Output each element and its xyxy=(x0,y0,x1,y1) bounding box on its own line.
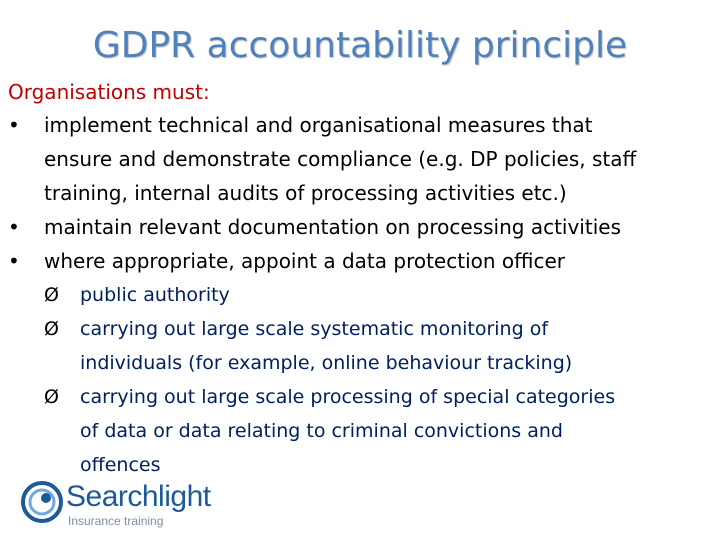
bullet-line: ensure and demonstrate compliance (e.g. DP policies, staff xyxy=(44,147,637,171)
sub-item-line: offences xyxy=(80,454,161,476)
bullet-line: implement technical and organisational measures that xyxy=(44,113,593,137)
bullet-icon: • xyxy=(8,249,20,273)
sub-list xyxy=(44,278,714,482)
bullet-item xyxy=(8,244,714,482)
sub-item-line: public authority xyxy=(80,284,230,306)
bullet-item xyxy=(8,210,714,244)
sub-item-line: individuals (for example, online behaviour tracking) xyxy=(80,352,573,374)
bullet-item xyxy=(8,108,714,210)
searchlight-logo-icon xyxy=(20,480,64,524)
bullet-line: maintain relevant documentation on processing activities xyxy=(44,215,621,239)
sub-item xyxy=(44,312,714,380)
searchlight-logo xyxy=(20,478,230,534)
sub-item-line: of data or data relating to criminal convictions and xyxy=(80,420,563,442)
intro-text: Organisations must: xyxy=(8,80,210,104)
arrow-bullet-icon: Ø xyxy=(44,386,59,408)
slide-title: GDPR accountability principle xyxy=(92,25,628,66)
logo-name: Searchlight xyxy=(66,480,211,513)
sub-item-line: carrying out large scale systematic monitoring of xyxy=(80,318,549,340)
bullet-icon: • xyxy=(8,215,20,239)
slide-content xyxy=(8,76,714,482)
arrow-bullet-icon: Ø xyxy=(44,284,59,306)
sub-item-line: carrying out large scale processing of special categories xyxy=(80,386,616,408)
sub-item xyxy=(44,380,714,482)
bullet-icon: • xyxy=(8,113,20,137)
logo-tagline: Insurance training xyxy=(68,514,164,528)
bullet-line: training, internal audits of processing activities etc.) xyxy=(44,181,567,205)
sub-item xyxy=(44,278,714,312)
arrow-bullet-icon: Ø xyxy=(44,318,59,340)
bullet-line: where appropriate, appoint a data protection officer xyxy=(44,249,565,273)
